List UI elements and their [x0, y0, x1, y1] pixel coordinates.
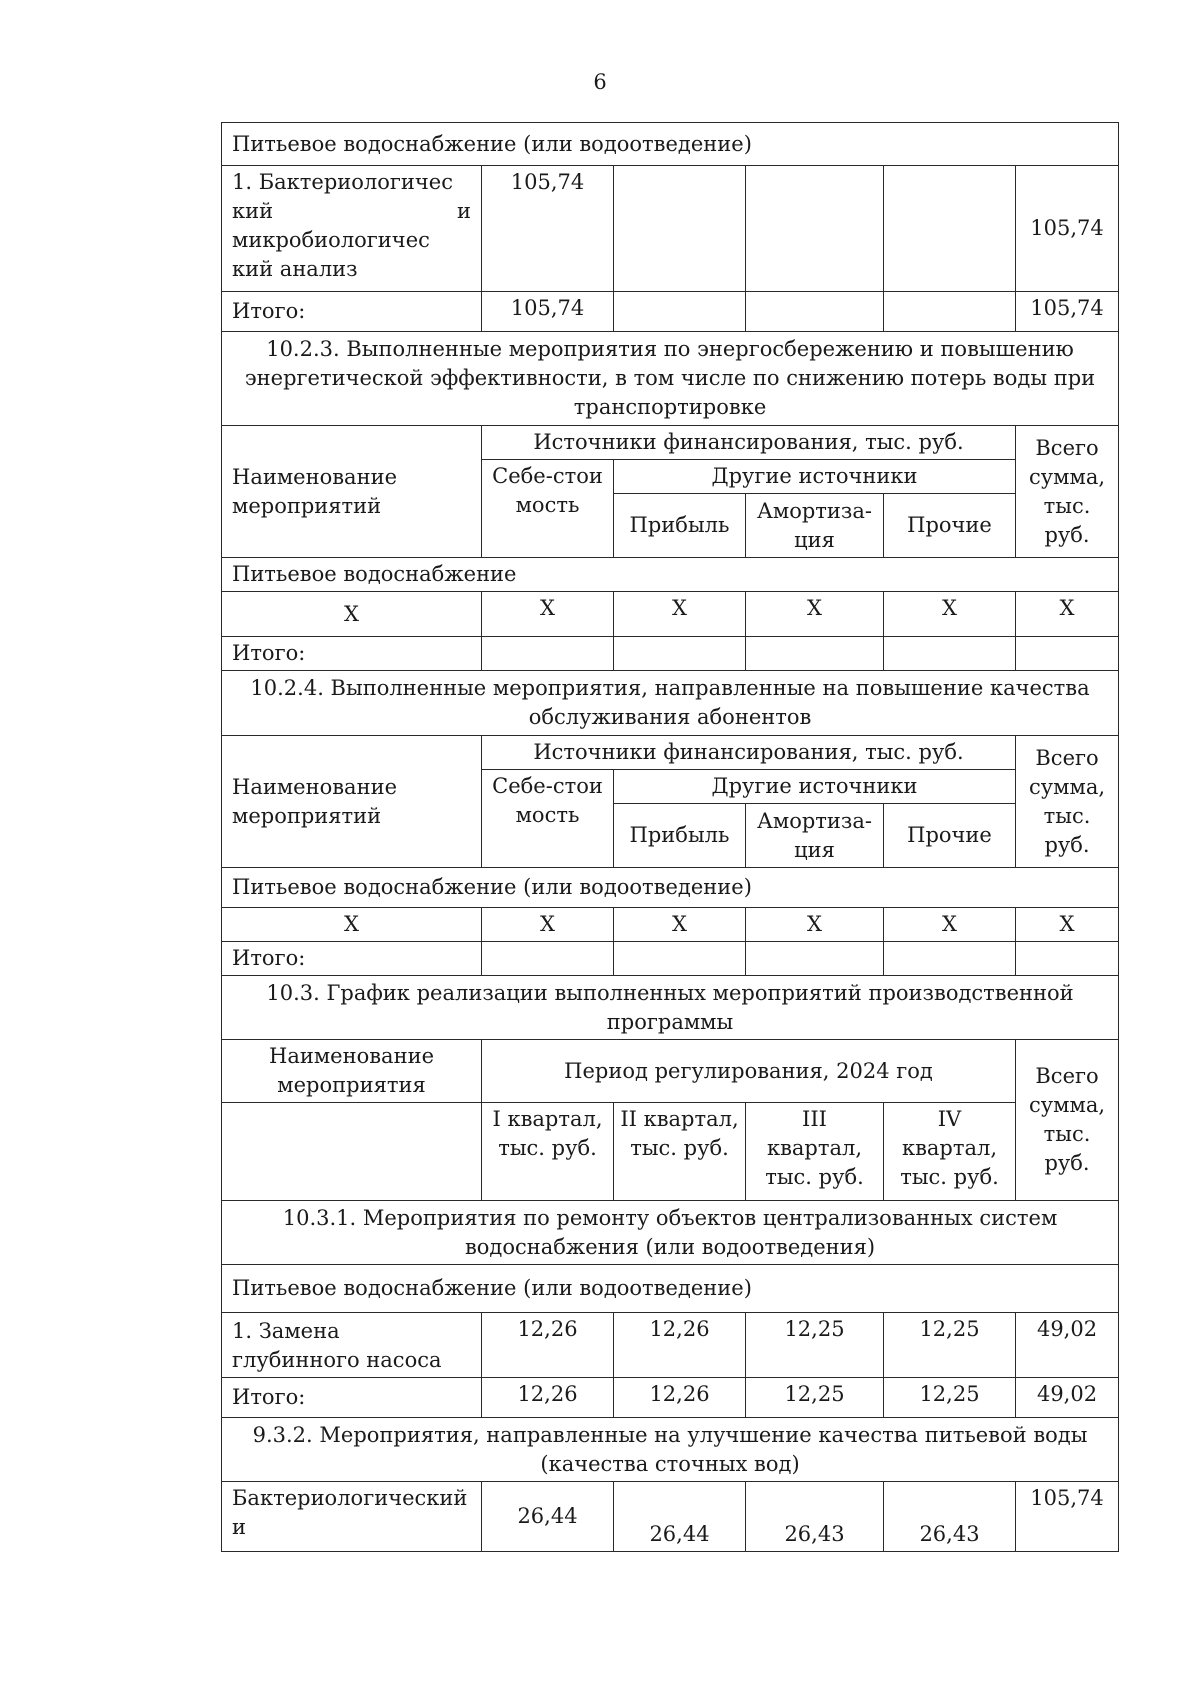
header-misc: Прочие: [884, 804, 1016, 868]
value-cell: 12,26: [614, 1378, 746, 1418]
table-row: [222, 592, 1119, 637]
x-cell: Х: [482, 592, 614, 637]
value-cell: 26,44: [614, 1482, 746, 1552]
x-cell: Х: [222, 908, 482, 942]
value-cell: 12,25: [746, 1378, 884, 1418]
cost-cell: 105,74: [482, 292, 614, 332]
x-cell: Х: [884, 592, 1016, 637]
misc-cell: [884, 166, 1016, 292]
program-table: [221, 122, 1119, 1552]
section-title: 10.3. График реализации выполненных мероприятий производственной программы: [222, 976, 1119, 1040]
header-misc: Прочие: [884, 494, 1016, 558]
header-profit: Прибыль: [614, 804, 746, 868]
group-label: Питьевое водоснабжение: [222, 558, 1119, 592]
x-cell: Х: [1016, 592, 1119, 637]
section-title-row: [222, 1201, 1119, 1265]
header-name: Наименование мероприятий: [222, 736, 482, 868]
header-total: Всего сумма, тыс. руб.: [1016, 1040, 1119, 1201]
table-row: [222, 1482, 1119, 1552]
header-total: Всего сумма, тыс. руб.: [1016, 736, 1119, 868]
header-name: Наименование мероприятия: [222, 1040, 482, 1103]
value-cell: 49,02: [1016, 1378, 1119, 1418]
value-cell: 12,25: [884, 1313, 1016, 1378]
item-name: 1. Замена глубинного насоса: [222, 1313, 482, 1378]
x-cell: Х: [614, 908, 746, 942]
header-sources: Источники финансирования, тыс. руб.: [482, 736, 1016, 770]
item-name: Бактериологический и: [222, 1482, 482, 1552]
x-cell: Х: [884, 908, 1016, 942]
x-cell: Х: [614, 592, 746, 637]
header-q2: II квартал, тыс. руб.: [614, 1103, 746, 1201]
group-label: Питьевое водоснабжение (или водоотведение): [222, 123, 1119, 166]
page-number: 6: [593, 70, 607, 94]
header-cost: Себе-стоимость: [482, 770, 614, 868]
header-other: Другие источники: [614, 460, 1016, 494]
header-other: Другие источники: [614, 770, 1016, 804]
group-row: [222, 868, 1119, 908]
x-cell: Х: [482, 908, 614, 942]
cost-cell: 105,74: [482, 166, 614, 292]
profit-cell: [614, 166, 746, 292]
amort-cell: [746, 166, 884, 292]
value-cell: 12,26: [614, 1313, 746, 1378]
section-title-row: [222, 332, 1119, 426]
x-cell: Х: [746, 908, 884, 942]
value-cell: 49,02: [1016, 1313, 1119, 1378]
value-cell: 12,26: [482, 1313, 614, 1378]
group-label: Питьевое водоснабжение (или водоотведение): [222, 1265, 1119, 1313]
header-q4: IV квартал, тыс. руб.: [884, 1103, 1016, 1201]
value-cell: 12,25: [884, 1378, 1016, 1418]
header-row: [222, 1040, 1119, 1103]
section-title: 10.2.4. Выполненные мероприятия, направленные на повышение качества обслуживания абонентов: [222, 671, 1119, 736]
section-title: 10.2.3. Выполненные мероприятия по энергосбережению и повышению энергетической эффективности, в том числе по снижению потерь воды при транспортировке: [222, 332, 1119, 426]
total-row: [222, 292, 1119, 332]
header-q1: I квартал, тыс. руб.: [482, 1103, 614, 1201]
value-cell: 12,26: [482, 1378, 614, 1418]
header-period: Период регулирования, 2024 год: [482, 1040, 1016, 1103]
section-title-row: [222, 671, 1119, 736]
value-cell: 26,44: [482, 1482, 614, 1552]
header-sources: Источники финансирования, тыс. руб.: [482, 426, 1016, 460]
total-label: Итого:: [222, 292, 482, 332]
header-q3: III квартал, тыс. руб.: [746, 1103, 884, 1201]
total-cell: 105,74: [1016, 166, 1119, 292]
section-title-row: [222, 1418, 1119, 1482]
x-cell: Х: [222, 592, 482, 637]
section-title-row: [222, 976, 1119, 1040]
section-title: 9.3.2. Мероприятия, направленные на улучшение качества питьевой воды (качества сточных вод): [222, 1418, 1119, 1482]
header-total: Всего сумма, тыс. руб.: [1016, 426, 1119, 558]
total-label: Итого:: [222, 1378, 482, 1418]
table-row: [222, 1313, 1119, 1378]
total-row: [222, 942, 1119, 976]
value-cell: 26,43: [746, 1482, 884, 1552]
x-cell: Х: [746, 592, 884, 637]
header-cost: Себе-стоимость: [482, 460, 614, 558]
header-name: Наименование мероприятий: [222, 426, 482, 558]
value-cell: 12,25: [746, 1313, 884, 1378]
total-label: Итого:: [222, 942, 482, 976]
item-name: 1. Бактериологичес кий и микробиологичес кий анализ: [222, 166, 482, 292]
group-row: [222, 1265, 1119, 1313]
group-label: Питьевое водоснабжение (или водоотведение): [222, 868, 1119, 908]
x-cell: Х: [1016, 908, 1119, 942]
value-cell: 105,74: [1016, 1482, 1119, 1552]
total-label: Итого:: [222, 637, 482, 671]
header-amort: Амортиза-ция: [746, 804, 884, 868]
value-cell: 26,43: [884, 1482, 1016, 1552]
header-row: [222, 1103, 1119, 1201]
total-row: [222, 637, 1119, 671]
section-title: 10.3.1. Мероприятия по ремонту объектов централизованных систем водоснабжения (или водоотведения): [222, 1201, 1119, 1265]
total-cell: 105,74: [1016, 292, 1119, 332]
table-row: [222, 166, 1119, 292]
header-row: [222, 736, 1119, 770]
header-profit: Прибыль: [614, 494, 746, 558]
header-amort: Амортиза-ция: [746, 494, 884, 558]
group-row: [222, 558, 1119, 592]
table-row: [222, 908, 1119, 942]
header-row: [222, 426, 1119, 460]
group-row: [222, 123, 1119, 166]
total-row: [222, 1378, 1119, 1418]
